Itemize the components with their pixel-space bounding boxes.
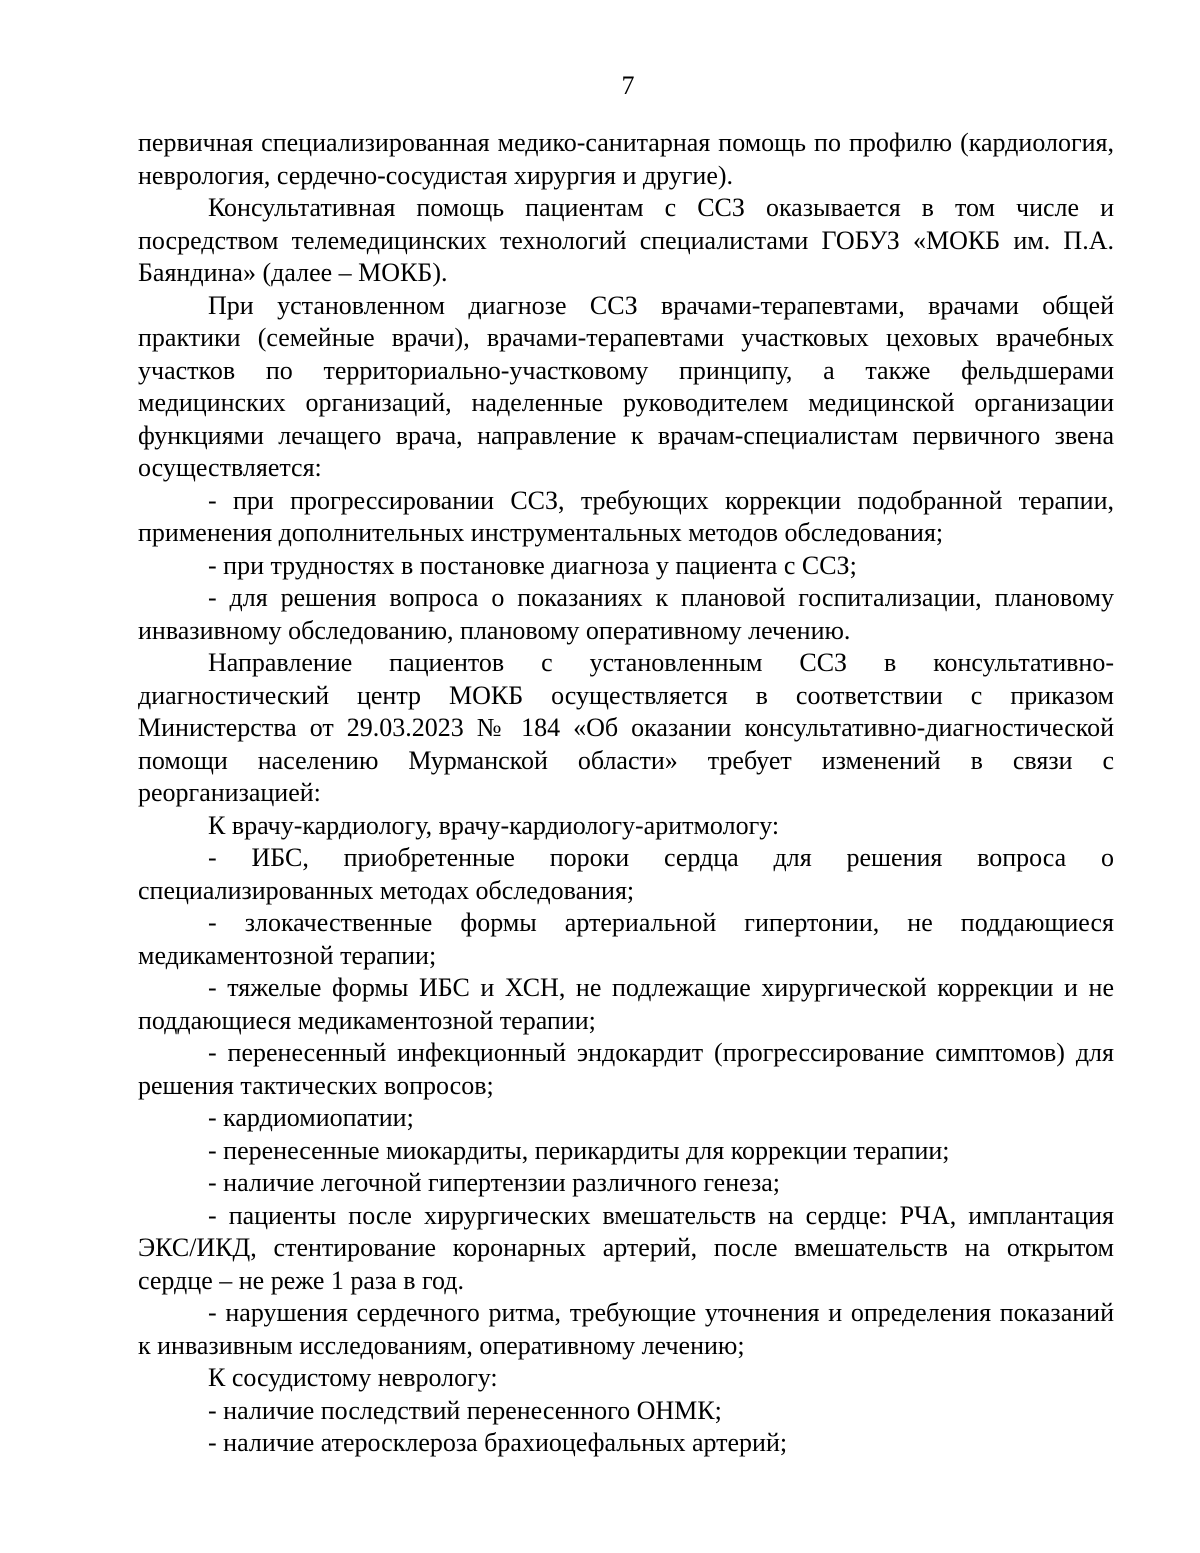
paragraph-referral-conditions: При установленном диагнозе ССЗ врачами-терапевтами, врачами общей практики (семейные врачи), врачами-терапевтами участковых цеховых врачебных участков по территориально-участковому принципу, а также фельдшерами медицинских организаций, наделенные руководителем медицинской организации функциями лечащего врача, направление к врачам-специалистам первичного звена осуществляется:	[138, 290, 1114, 482]
list-item: - злокачественные формы артериальной гипертонии, не поддающиеся медикаментозной терапии;	[138, 908, 1114, 970]
list-item: - перенесенные миокардиты, перикардиты для коррекции терапии;	[208, 1135, 950, 1165]
list-item: - кардиомиопатии;	[208, 1103, 414, 1132]
paragraph-continuation: первичная специализированная медико-санитарная помощь по профилю (кардиология, неврология, сердечно-сосудистая хирургия и другие).	[138, 128, 1114, 190]
list-item: - для решения вопроса о показаниях к плановой госпитализации, плановому инвазивному обследованию, плановому оперативному лечению.	[138, 583, 1114, 645]
section-heading-neurologist: К сосудистому неврологу:	[208, 1363, 498, 1392]
list-item: - тяжелые формы ИБС и ХСН, не подлежащие хирургической коррекции и не поддающиеся медикаментозной терапии;	[138, 973, 1114, 1035]
list-item: - нарушения сердечного ритма, требующие уточнения и определения показаний к инвазивным исследованиям, оперативному лечению;	[138, 1298, 1114, 1360]
page-number: 7	[621, 71, 635, 100]
paragraph-referral-order: Направление пациентов с установленным ССЗ в консультативно-диагностический центр МОКБ осуществляется в соответствии с приказом Министерства от 29.03.2023 № 184 «Об оказании консультативно-диагностической помощи населению Мурманской области» требует изменений в связи с реорганизацией:	[138, 648, 1114, 807]
list-item: - наличие атеросклероза брахиоцефальных артерий;	[208, 1428, 788, 1457]
list-item: - наличие легочной гипертензии различного генеза;	[208, 1168, 780, 1197]
list-item: - перенесенный инфекционный эндокардит (прогрессирование симптомов) для решения тактических вопросов;	[138, 1038, 1114, 1100]
list-item: - при прогрессировании ССЗ, требующих коррекции подобранной терапии, применения дополнительных инструментальных методов обследования;	[138, 485, 1114, 547]
list-item: - ИБС, приобретенные пороки сердца для решения вопроса о специализированных методах обследования;	[138, 843, 1114, 905]
list-item: - наличие последствий перенесенного ОНМК;	[208, 1395, 722, 1425]
paragraph-consultative-help: Консультативная помощь пациентам с ССЗ оказывается в том числе и посредством телемедицинских технологий специалистами ГОБУЗ «МОКБ им. П.А. Баяндина» (далее – МОКБ).	[138, 193, 1114, 287]
section-heading-cardiologist: К врачу-кардиологу, врачу-кардиологу-аритмологу:	[208, 810, 780, 840]
list-item: - при трудностях в постановке диагноза у пациента с ССЗ;	[208, 550, 857, 580]
document-body	[138, 127, 1114, 1460]
list-item: - пациенты после хирургических вмешательств на сердце: РЧА, имплантация ЭКС/ИКД, стентирование коронарных артерий, после вмешательств на открытом сердце – не реже 1 раза в год.	[138, 1200, 1114, 1295]
